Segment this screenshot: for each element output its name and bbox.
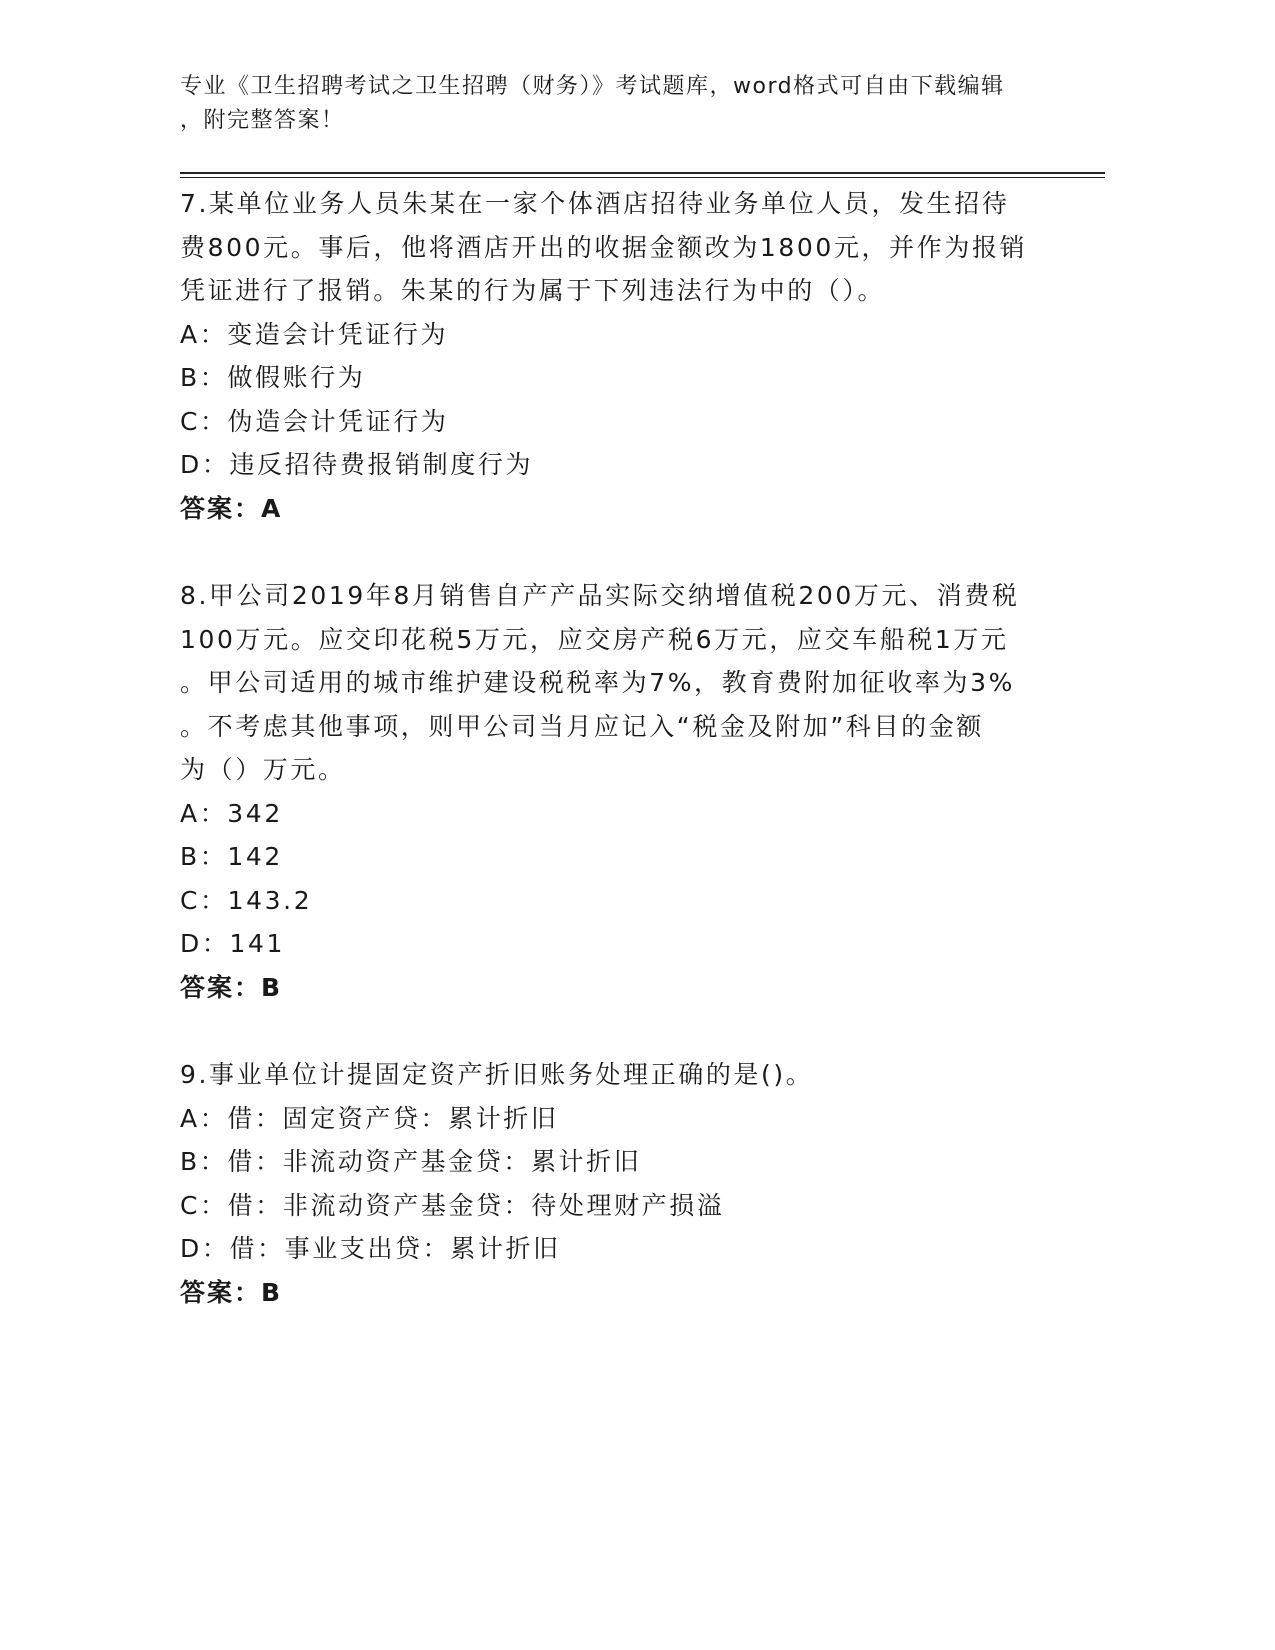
answer-label: 答案：B	[180, 972, 283, 1002]
option-c: C：借：非流动资产基金贷：待处理财产损溢	[180, 1190, 725, 1220]
answer-label: 答案：B	[180, 1277, 283, 1307]
question-list	[180, 182, 1040, 1358]
question-text: 7.某单位业务人员朱某在一家个体酒店招待业务单位人员，发生招待 费800元。事后，他将酒店开出的收据金额改为1800元，并作为报销 凭证进行了报销。朱某的行为属于下列违法行为中的（）。	[180, 189, 1028, 305]
option-d: D：借：事业支出贷：累计折旧	[180, 1234, 561, 1263]
option-a: A：342	[180, 798, 283, 828]
document-header: 专业《卫生招聘考试之卫生招聘（财务）》考试题库，word格式可自由下载编辑 ，附完整答案！	[180, 74, 1005, 133]
question-text: 9.事业单位计提固定资产折旧账务处理正确的是()。	[180, 1060, 814, 1089]
question-text: 8.甲公司2019年8月销售自产产品实际交纳增值税200万元、消费税 100万元。应交印花税5万元，应交房产税6万元，应交车船税1万元 。甲公司适用的城市维护建设税税率为7%，教育费附加征收率为3% 。不考虑其他事项，则甲公司当月应记入“税金及附加”科目的金额 为（）万元。	[180, 581, 1020, 784]
question-8	[180, 574, 1040, 1009]
header-divider-thick	[180, 172, 1105, 174]
option-b: B：借：非流动资产基金贷：累计折旧	[180, 1147, 642, 1176]
option-d: D：违反招待费报销制度行为	[180, 450, 534, 479]
answer-label: 答案：A	[180, 493, 283, 523]
option-a: A：变造会计凭证行为	[180, 319, 449, 349]
option-b: B：142	[180, 842, 283, 871]
option-c: C：143.2	[180, 885, 313, 915]
header-divider-thin	[180, 177, 1105, 178]
option-c: C：伪造会计凭证行为	[180, 406, 449, 436]
question-9	[180, 1053, 1040, 1314]
option-b: B：做假账行为	[180, 363, 366, 392]
question-7	[180, 182, 1040, 530]
option-a: A：借：固定资产贷：累计折旧	[180, 1103, 559, 1133]
option-d: D：141	[180, 929, 285, 958]
